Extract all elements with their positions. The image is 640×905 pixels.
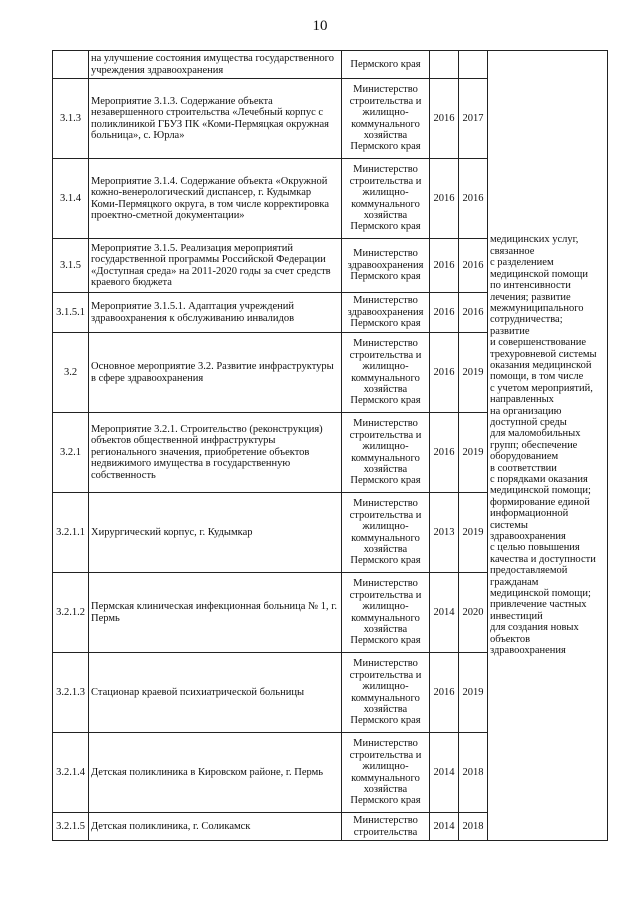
result-line: с учетом мероприятий, <box>490 382 593 394</box>
executor-name: Министерство здравоохранения Пермского края <box>342 293 430 333</box>
start-year: 2016 <box>430 159 459 239</box>
start-year: 2016 <box>430 333 459 413</box>
end-year: 2019 <box>459 653 488 733</box>
result-line: медицинской помощи; <box>490 588 591 600</box>
end-year: 2019 <box>459 493 488 573</box>
row-number: 3.2.1.4 <box>53 733 89 813</box>
result-line: трехуровневой системы <box>490 348 597 360</box>
result-line: медицинской помощи <box>490 268 588 280</box>
activity-name: Мероприятие 3.1.3. Содержание объекта незавершенного строительства «Лечебный корпус с поликлиникой ГБУЗ ПК «Коми-Пермяцкая окружная больница», с. Юрла» <box>89 79 342 159</box>
activity-name: на улучшение состояния имущества государственного учреждения здравоохранения <box>89 51 342 79</box>
executor-name: Министерство строительства <box>342 813 430 841</box>
result-line: доступной среды <box>490 416 567 428</box>
activity-name: Детская поликлиника в Кировском районе, г. Пермь <box>89 733 342 813</box>
end-year: 2016 <box>459 159 488 239</box>
result-line: связанное <box>490 245 535 257</box>
result-line: системы <box>490 519 528 531</box>
executor-name: Министерство строительства и жилищно-коммунального хозяйства Пермского края <box>342 159 430 239</box>
end-year: 2020 <box>459 573 488 653</box>
row-number: 3.2.1.1 <box>53 493 89 573</box>
result-line: для создания новых <box>490 622 579 634</box>
result-line: и совершенствование <box>490 337 587 349</box>
result-line: сотрудничества; <box>490 314 563 326</box>
activity-name: Мероприятие 3.1.5.1. Адаптация учреждений здравоохранения к обслуживанию инвалидов <box>89 293 342 333</box>
end-year <box>459 51 488 79</box>
result-line: здравоохранения <box>490 531 566 543</box>
result-line: для маломобильных <box>490 428 581 440</box>
result-line: по интенсивности <box>490 280 571 292</box>
start-year: 2014 <box>430 733 459 813</box>
result-line: медицинских услуг, <box>490 234 579 246</box>
row-number: 3.2.1 <box>53 413 89 493</box>
executor-name: Министерство здравоохранения Пермского края <box>342 239 430 293</box>
activity-name: Стационар краевой психиатрической больницы <box>89 653 342 733</box>
result-line: качества и доступности <box>490 553 596 565</box>
result-line: информационной <box>490 508 569 520</box>
table-body <box>53 51 608 841</box>
result-line: привлечение частных <box>490 599 587 611</box>
activity-name: Мероприятие 3.1.4. Содержание объекта «Окружной кожно-венерологический диспансер, г. Кудымкар Коми-Пермяцкого округа, в том числе корректировка проектно-сметной документации» <box>89 159 342 239</box>
result-line: медицинской помощи; <box>490 485 591 497</box>
start-year <box>430 51 459 79</box>
end-year: 2018 <box>459 733 488 813</box>
executor-name: Министерство строительства и жилищно-коммунального хозяйства Пермского края <box>342 79 430 159</box>
program-table <box>52 50 608 841</box>
row-number: 3.1.5 <box>53 239 89 293</box>
result-line: с разделением <box>490 257 554 269</box>
end-year: 2016 <box>459 239 488 293</box>
start-year: 2016 <box>430 239 459 293</box>
expected-results <box>488 51 608 841</box>
row-number: 3.2.1.5 <box>53 813 89 841</box>
start-year: 2016 <box>430 653 459 733</box>
executor-name: Министерство строительства и жилищно-коммунального хозяйства Пермского края <box>342 653 430 733</box>
activity-name: Мероприятие 3.2.1. Строительство (реконструкция) объектов общественной инфраструктуры регионального значения, приобретение объектов недвижимого имущества в государственную собственность <box>89 413 342 493</box>
row-number: 3.2.1.2 <box>53 573 89 653</box>
result-line: объектов <box>490 633 531 645</box>
executor-name: Министерство строительства и жилищно-коммунального хозяйства Пермского края <box>342 493 430 573</box>
result-line: направленных <box>490 394 554 406</box>
result-line: инвестиций <box>490 610 543 622</box>
executor-name: Министерство строительства и жилищно-коммунального хозяйства Пермского края <box>342 333 430 413</box>
row-number: 3.2 <box>53 333 89 413</box>
end-year: 2017 <box>459 79 488 159</box>
activity-name: Мероприятие 3.1.5. Реализация мероприятий государственной программы Российской Федерации «Доступная среда» на 2011-2020 годы за счет средств краевого бюджета <box>89 239 342 293</box>
end-year: 2016 <box>459 293 488 333</box>
end-year: 2019 <box>459 333 488 413</box>
executor-name: Министерство строительства и жилищно-коммунального хозяйства Пермского края <box>342 573 430 653</box>
result-line: с целью повышения <box>490 542 580 554</box>
result-line: гражданам <box>490 576 539 588</box>
row-number <box>53 51 89 79</box>
result-line: межмуниципального <box>490 302 584 314</box>
activity-name: Детская поликлиника, г. Соликамск <box>89 813 342 841</box>
start-year: 2016 <box>430 79 459 159</box>
executor-name: Пермского края <box>342 51 430 79</box>
result-line: групп; обеспечение <box>490 439 578 451</box>
result-line: в соответствии <box>490 462 557 474</box>
result-line: оборудованием <box>490 451 559 463</box>
row-number: 3.1.5.1 <box>53 293 89 333</box>
start-year: 2013 <box>430 493 459 573</box>
end-year: 2019 <box>459 413 488 493</box>
activity-name: Основное мероприятие 3.2. Развитие инфраструктуры в сфере здравоохранения <box>89 333 342 413</box>
result-line: лечения; развитие <box>490 291 571 303</box>
row-number: 3.2.1.3 <box>53 653 89 733</box>
activity-name: Хирургический корпус, г. Кудымкар <box>89 493 342 573</box>
row-number: 3.1.3 <box>53 79 89 159</box>
executor-name: Министерство строительства и жилищно-коммунального хозяйства Пермского края <box>342 733 430 813</box>
result-line: оказания медицинской <box>490 359 592 371</box>
table-row <box>53 51 608 79</box>
result-line: развитие <box>490 325 530 337</box>
start-year: 2016 <box>430 413 459 493</box>
start-year: 2016 <box>430 293 459 333</box>
start-year: 2014 <box>430 813 459 841</box>
end-year: 2018 <box>459 813 488 841</box>
result-line: предоставляемой <box>490 565 568 577</box>
result-line: помощи, в том числе <box>490 371 584 383</box>
result-line: формирование единой <box>490 496 590 508</box>
result-line: с порядками оказания <box>490 474 588 486</box>
start-year: 2014 <box>430 573 459 653</box>
executor-name: Министерство строительства и жилищно-коммунального хозяйства Пермского края <box>342 413 430 493</box>
result-line: здравоохранения <box>490 645 566 657</box>
page-number: 10 <box>312 18 328 34</box>
activity-name: Пермская клиническая инфекционная больница № 1, г. Пермь <box>89 573 342 653</box>
result-line: на организацию <box>490 405 562 417</box>
row-number: 3.1.4 <box>53 159 89 239</box>
